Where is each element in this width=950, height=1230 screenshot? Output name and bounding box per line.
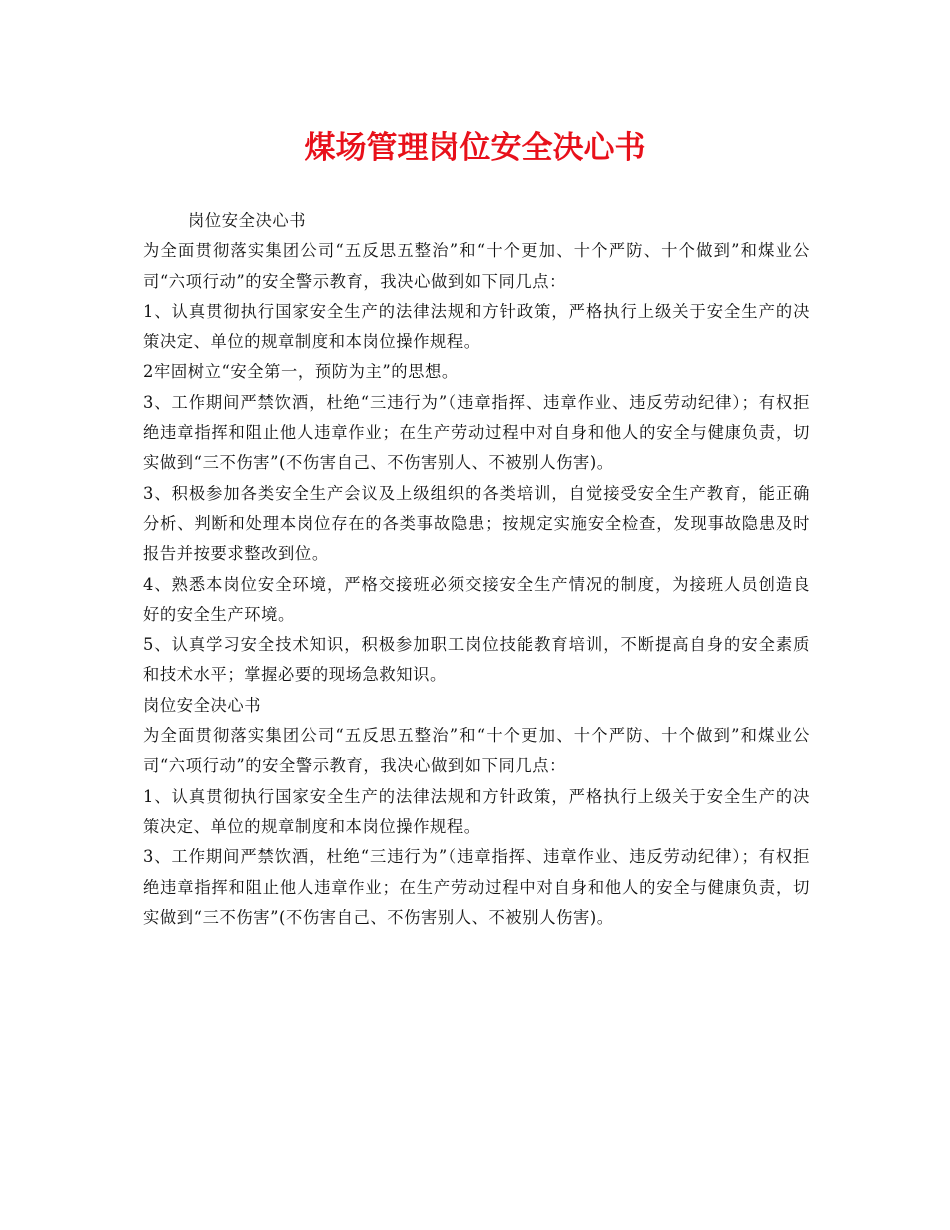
item-paragraph: 2牢固树立“安全第一，预防为主”的思想。 [143,362,459,382]
document-title: 煤场管理岗位安全决心书 [304,130,646,166]
item-paragraph: 3、工作期间严禁饮酒，杜绝“三违行为”（违章指挥、违章作业、违反劳动纪律）；有权拒绝违章指挥和阻止他人违章作业；在生产劳动过程中对自身和他人的安全与健康负责，切实做到“三不伤害”(不伤害自己、不伤害别人、不被别人伤害)。 [143,847,810,927]
item-paragraph: 3、工作期间严禁饮酒，杜绝“三违行为”（违章指挥、违章作业、违反劳动纪律）；有权拒绝违章指挥和阻止他人违章作业；在生产劳动过程中对自身和他人的安全与健康负责，切实做到“三不伤害”(不伤害自己、不伤害别人、不被别人伤害)。 [143,392,810,473]
intro-paragraph: 为全面贯彻落实集团公司“五反思五整治”和“十个更加、十个严防、十个做到”和煤业公司“六项行动”的安全警示教育，我决心做到如下同几点： [143,726,810,776]
section-heading: 岗位安全决心书 [143,695,262,715]
item-paragraph: 5、认真学习安全技术知识，积极参加职工岗位技能教育培训，不断提高自身的安全素质和技术水平；掌握必要的现场急救知识。 [143,635,810,685]
document-body [143,206,810,933]
item-paragraph: 1、认真贯彻执行国家安全生产的法律法规和方针政策，严格执行上级关于安全生产的决策决定、单位的规章制度和本岗位操作规程。 [143,301,810,352]
item-paragraph: 1、认真贯彻执行国家安全生产的法律法规和方针政策，严格执行上级关于安全生产的决策决定、单位的规章制度和本岗位操作规程。 [143,786,810,836]
item-paragraph: 3、积极参加各类安全生产会议及上级组织的各类培训，自觉接受安全生产教育，能正确分析、判断和处理本岗位存在的各类事故隐患；按规定实施安全检查，发现事故隐患及时报告并按要求整改到位。 [143,483,810,564]
intro-paragraph: 为全面贯彻落实集团公司“五反思五整治”和“十个更加、十个严防、十个做到”和煤业公司“六项行动”的安全警示教育，我决心做到如下同几点： [143,241,810,291]
section-heading: 岗位安全决心书 [188,211,307,230]
item-paragraph: 4、熟悉本岗位安全环境，严格交接班必须交接安全生产情况的制度，为接班人员创造良好的安全生产环境。 [143,574,810,624]
